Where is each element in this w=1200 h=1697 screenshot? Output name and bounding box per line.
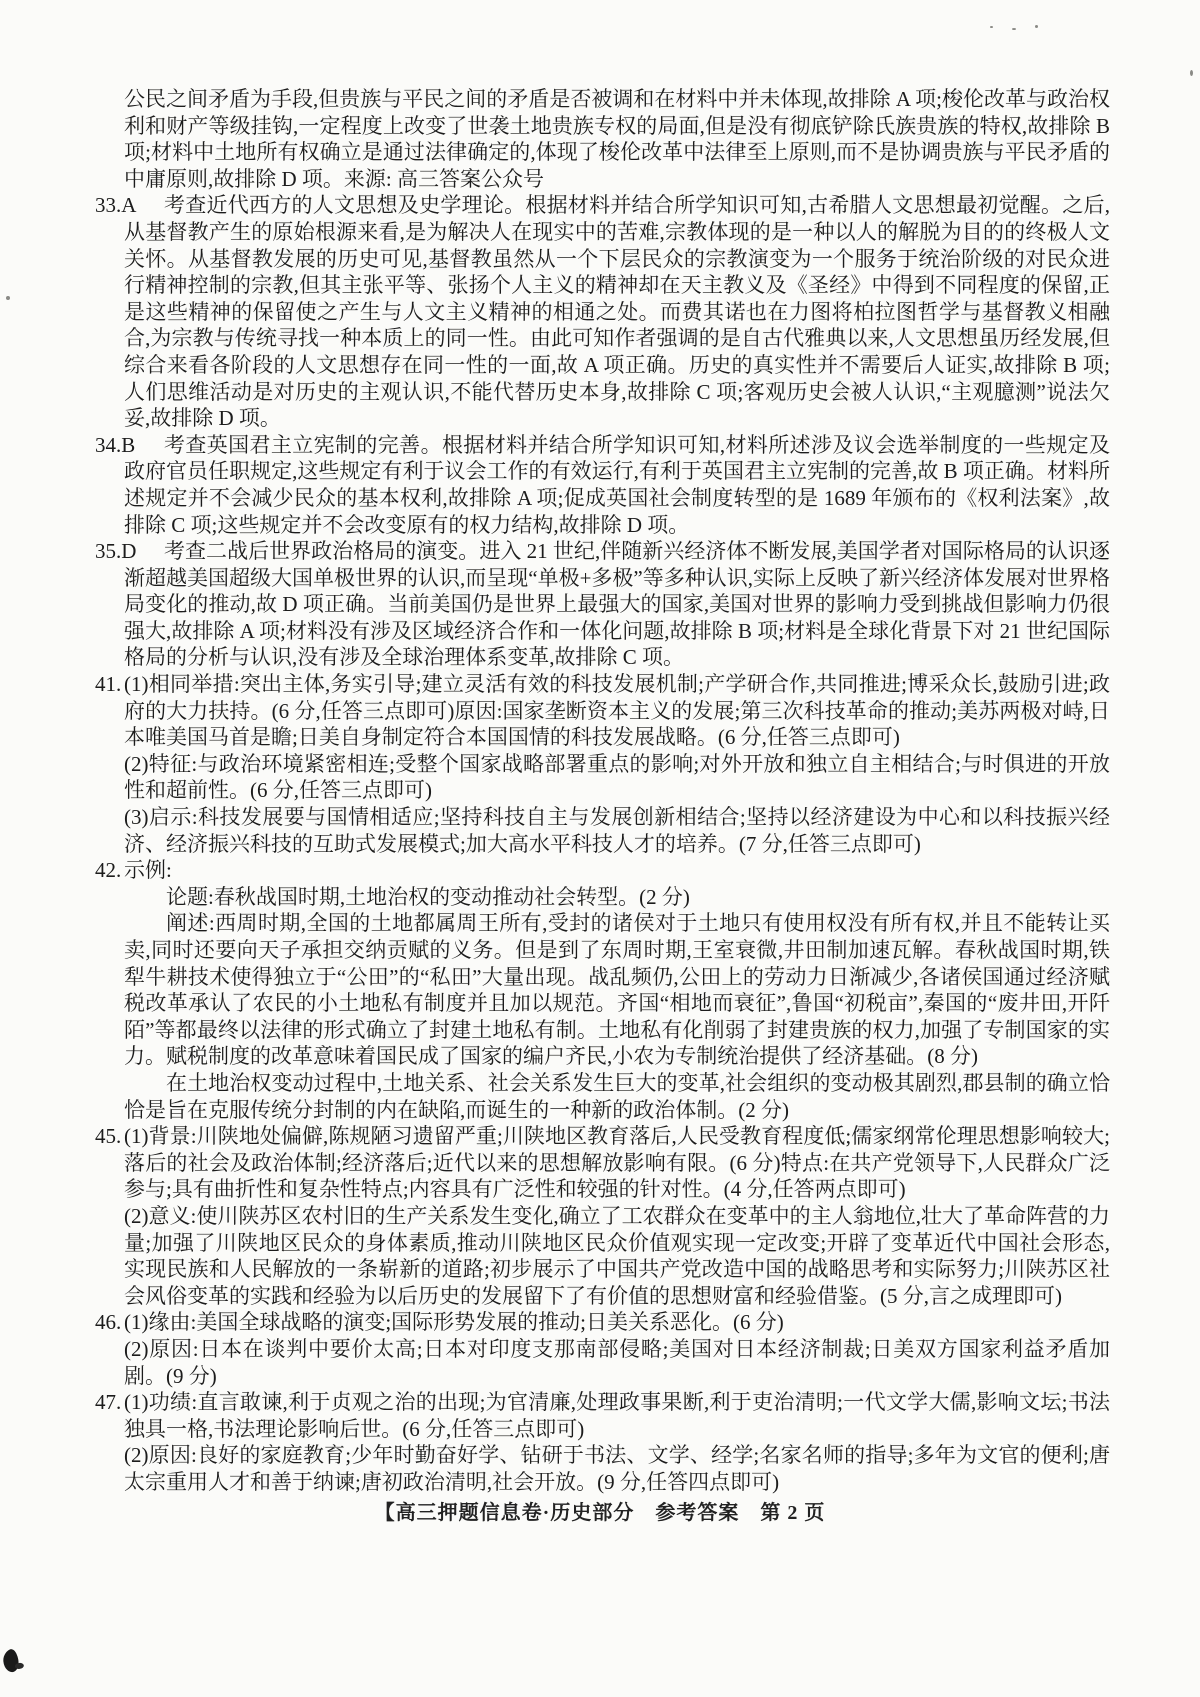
item-number: 33.A — [95, 193, 137, 218]
item-text: 考查近代西方的人文思想及史学理论。根据材料并结合所学知识可知,古希腊人文思想最初觉醒。之后,从基督教产生的原始根源来看,是为解决人在现实中的苦难,宗教体现的是一种以人的解脱为目的的终极人文关怀。从基督教发展的历史可见,基督教虽然从一个下层民众的宗教演变为一个服务于统治阶级的对民众进行精神控制的宗教,但其主张平等、张扬个人主义的精神却在天主教义及《圣经》中得到不同程度的保留,正是这些精神的保留使之产生与人文主义精神的相通之处。而费其诺也在力图将柏拉图哲学与基督教义相融合,为宗教与传统寻找一种本质上的同一性。由此可知作者强调的是自古代雅典以来,人文思想虽历经发展,但综合来看各阶段的人文思想存在同一性的一面,故 A 项正确。历史的真实性并不需要后人证实,故排除 B 项;人们思维活动是对历史的主观认识,不能代替历史本身,故排除 C 项;客观历史会被人认识,“主观臆测”说法欠妥,故排除 D 项。 — [124, 193, 1110, 431]
scan-speck — [6, 296, 10, 300]
item-part-2: (2)原因:良好的家庭教育;少年时勤奋好学、钻研于书法、文学、经学;名家名师的指导;多年为文官的便利;唐太宗重用人才和善于纳谏;唐初政治清明,社会开放。(9 分,任答四点即可) — [124, 1443, 1110, 1494]
answer-text-block — [95, 86, 1110, 1495]
answer-item-35 — [95, 538, 1110, 671]
answer-item-47 — [95, 1389, 1110, 1495]
item-part-2: (2)原因:日本在谈判中要价太高;日本对印度支那南部侵略;美国对日本经济制裁;日美双方国家利益矛盾加剧。(9 分) — [124, 1336, 1110, 1388]
answer-item-46 — [95, 1309, 1110, 1389]
item-part-2: (2)意义:使川陕苏区农村旧的生产关系发生变化,确立了工农群众在变革中的主人翁地位,壮大了革命阵营的力量;加强了川陕地区民众的身体素质,推动川陕地区民众价值观实现一定改变;开辟了变革近代中国社会形态,实现民族和人民解放的一条崭新的道路;初步展示了中国共产党改造中国的战略思考和实际努力;川陕苏区社会风俗变革的实践和经验为以后历史的发展留下了有价值的思想财富和经验借鉴。(5 分,言之成理即可) — [124, 1203, 1110, 1308]
item-number: 42. — [95, 858, 122, 883]
item-exposition: 阐述:西周时期,全国的土地都属周王所有,受封的诸侯对于土地只有使用权没有所有权,并且不能转让买卖,同时还要向天子承担交纳贡赋的义务。但是到了东周时期,王室衰微,井田制加速瓦解。春秋战国时期,铁犁牛耕技术使得独立于“公田”的“私田”大量出现。战乱频仍,公田上的劳动力日渐减少,各诸侯国通过经济赋税改革承认了农民的小土地私有制度并且加以规范。齐国“相地而衰征”,鲁国“初税亩”,秦国的“废井田,开阡陌”等都最终以法律的形式确立了封建土地私有制。土地私有化削弱了封建贵族的权力,加强了专制国家的实力。赋税制度的改革意味着国民成了国家的编户齐民,小农为专制统治提供了经济基础。(8 分) — [124, 911, 1110, 1069]
item-part-3: (3)启示:科技发展要与国情相适应;坚持科技自主与发展创新相结合;坚持以经济建设为中心和以科技振兴经济、经济振兴科技的互助式发展模式;加大高水平科技人才的培养。(7 分,任答三点即可) — [124, 805, 1110, 856]
item-example-label: 示例: — [124, 858, 172, 883]
item-number: 41. — [95, 672, 122, 697]
scan-speck — [1012, 28, 1016, 30]
item-part-1: (1)缘由:美国全球战略的演变;国际形势发展的推动;日美关系恶化。(6 分) — [124, 1310, 784, 1335]
item-text: 考查二战后世界政治格局的演变。进入 21 世纪,伴随新兴经济体不断发展,美国学者对国际格局的认识逐渐超越美国超级大国单极世界的认识,而呈现“单极+多极”等多种认识,实际上反映了新兴经济体发展对世界格局变化的推动,故 D 项正确。当前美国仍是世界上最强大的国家,美国对世界的影响力受到挑战但影响力仍很强大,故排除 A 项;材料没有涉及区域经济合作和一体化问题,故排除 B 项;材料是全球化背景下对 21 世纪国际格局的分析与认识,没有涉及全球治理体系变革,故排除 C 项。 — [124, 539, 1110, 670]
item-part-1: (1)相同举措:突出主体,务实引导;建立灵活有效的科技发展机制;产学研合作,共同推进;博采众长,鼓励引进;政府的大力扶持。(6 分,任答三点即可)原因:国家垄断资本主义的发展;第三次科技革命的推动;美苏两极对峙,日本唯美国马首是瞻;日美自身制定符合本国国情的科技发展战略。(6 分,任答三点即可) — [124, 672, 1110, 750]
continuation-paragraph: 公民之间矛盾为手段,但贵族与平民之间的矛盾是否被调和在材料中并未体现,故排除 A 项;梭伦改革与政治权利和财产等级挂钩,一定程度上改变了世袭土地贵族专权的局面,但是没有彻底铲除氏族贵族的特权,故排除 B 项;材料中土地所有权确立是通过法律确定的,体现了梭伦改革中法律至上原则,而不是协调贵族与平民矛盾的中庸原则,故排除 D 项。来源: 高三答案公众号 — [124, 87, 1110, 191]
answer-item-41 — [95, 671, 1110, 857]
page-footer: 【高三押题信息卷·历史部分 参考答案 第 2 页 — [374, 1502, 826, 1524]
answer-item-45 — [95, 1123, 1110, 1309]
item-part-2: (2)特征:与政治环境紧密相连;受整个国家战略部署重点的影响;对外开放和独立自主相结合;与时俱进的开放性和超前性。(6 分,任答三点即可) — [124, 751, 1110, 803]
item-part-1: (1)功绩:直言敢谏,利于贞观之治的出现;为官清廉,处理政事果断,利于吏治清明;一代文学大儒,影响文坛;书法独具一格,书法理论影响后世。(6 分,任答三点即可) — [124, 1390, 1110, 1441]
item-number: 46. — [95, 1310, 122, 1335]
answer-item-34 — [95, 432, 1110, 538]
item-number: 35.D — [95, 539, 137, 564]
answer-item-42 — [95, 857, 1110, 1123]
scan-speck — [1190, 70, 1193, 76]
item-text: 考查英国君主立宪制的完善。根据材料并结合所学知识可知,材料所述涉及议会选举制度的一些规定及政府官员任职规定,这些规定有利于议会工作的有效运行,有利于英国君主立宪制的完善,故 B 项正确。材料所述规定并不会减少民众的基本权利,故排除 A 项;促成英国社会制度转型的是 1689 年颁布的《权利法案》,故排除 C 项;这些规定并不会改变原有的权力结构,故排除 D 项。 — [124, 432, 1110, 537]
answer-item-33 — [95, 192, 1110, 431]
item-number: 34.B — [95, 432, 136, 457]
item-number: 45. — [95, 1124, 122, 1149]
ink-smudge-artifact — [0, 1648, 23, 1675]
scan-speck — [1035, 25, 1038, 28]
scan-speck — [990, 26, 993, 28]
item-part-1: (1)背景:川陕地处偏僻,陈规陋习遗留严重;川陕地区教育落后,人民受教育程度低;儒家纲常伦理思想影响较大;落后的社会及政治体制;经济落后;近代以来的思想解放影响有限。(6 分)特点:在共产党领导下,人民群众广泛参与;具有曲折性和复杂性特点;内容具有广泛性和较强的针对性。(4 分,任答两点即可) — [124, 1124, 1110, 1202]
item-number: 47. — [95, 1390, 122, 1415]
item-conclusion: 在土地治权变动过程中,土地关系、社会关系发生巨大的变革,社会组织的变动极其剧烈,郡县制的确立恰恰是旨在克服传统分封制的内在缺陷,而诞生的一种新的政治体制。(2 分) — [124, 1070, 1110, 1122]
item-thesis: 论题:春秋战国时期,土地治权的变动推动社会转型。(2 分) — [166, 884, 690, 909]
